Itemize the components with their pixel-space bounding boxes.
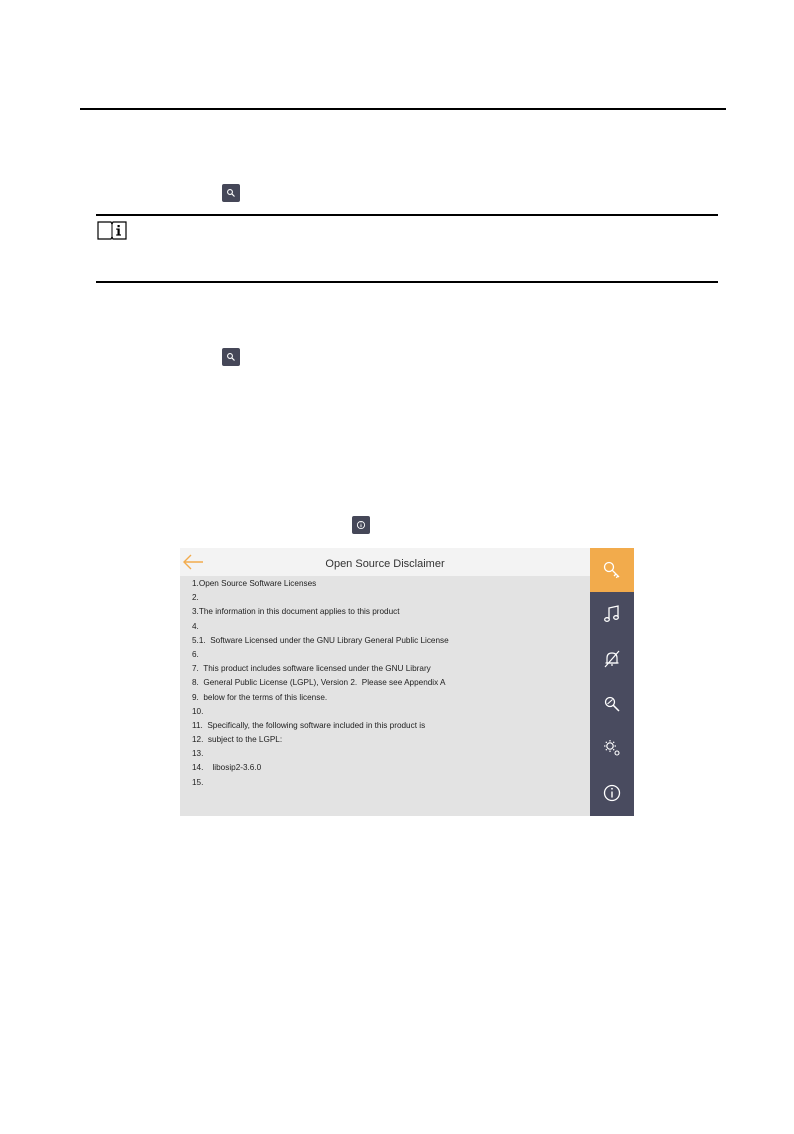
sidebar-item-advanced[interactable] [590,682,634,726]
header-rule [80,108,726,110]
bell-off-icon [601,648,623,670]
search-settings-icon [601,693,623,715]
text-line: 1.Open Source Software Licenses [192,579,317,588]
key-search-icon [601,559,623,581]
page-title: Open Source Disclaimer [325,558,445,570]
note-book-icon [97,220,127,240]
text-line: 14. libosip2-3.6.0 [192,763,262,773]
search-settings-icon [222,184,240,202]
info-icon [601,782,623,804]
settings-sidebar [590,548,634,816]
text-line: 13. [192,749,204,759]
text-line: 9. below for the terms of this license. [192,692,328,702]
text-line: 15. [192,777,204,787]
sidebar-item-key[interactable] [590,548,634,592]
text-line: 3.The information in this document applies to this product [192,607,400,617]
text-line: 11. Specifically, the following software included in this product is [192,720,426,730]
info-icon [352,516,370,534]
text-line: 7. This product includes software licensed under the GNU Library [192,664,431,674]
back-arrow-icon[interactable] [182,553,204,571]
disclaimer-text [192,577,449,790]
text-line: 6. [192,649,199,659]
device-screen [180,548,634,816]
text-line: 2. [192,593,199,603]
sidebar-item-system[interactable] [590,726,634,770]
search-settings-icon [222,348,240,366]
text-line: 10. [192,706,204,716]
text-line: 12. subject to the LGPL: [192,735,283,745]
text-line: 8. General Public License (LGPL), Version 2. Please see Appendix A [192,678,446,688]
text-line: 4. [192,621,199,631]
sidebar-item-mute[interactable] [590,637,634,681]
note-top-rule [96,214,718,216]
note-bottom-rule [96,281,718,283]
gears-icon [601,737,623,759]
sidebar-item-ringtone[interactable] [590,592,634,636]
music-note-icon [601,603,623,625]
text-line: 5.1. Software Licensed under the GNU Library General Public License [192,635,449,645]
sidebar-item-info[interactable] [590,771,634,815]
